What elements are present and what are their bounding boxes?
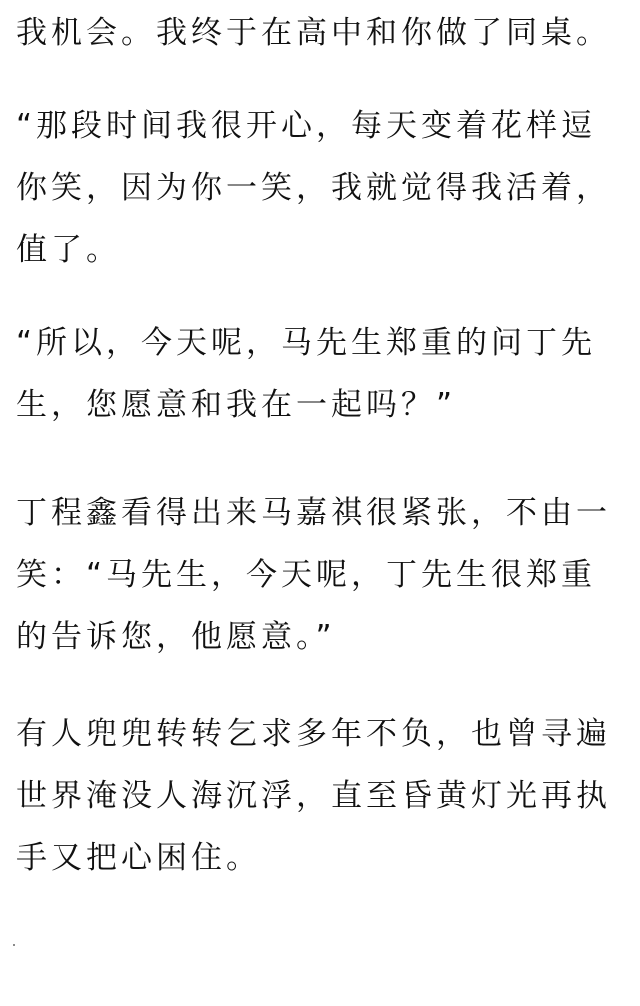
paragraph-line: 生，您愿意和我在一起吗？” xyxy=(16,387,457,423)
paragraph-line: 丁程鑫看得出来马嘉祺很紧张，不由一 xyxy=(16,495,611,531)
paragraph-line: 你笑，因为你一笑，我就觉得我活着， xyxy=(16,170,611,206)
paragraph-line: “所以，今天呢，马先生郑重的问丁先 xyxy=(16,325,597,361)
paragraph-4 xyxy=(16,482,624,668)
paragraph-3 xyxy=(16,312,624,436)
paragraph-line: “那段时间我很开心，每天变着花样逗 xyxy=(16,108,597,144)
paragraph-line: 笑：“马先生，今天呢，丁先生很郑重 xyxy=(16,557,597,593)
stray-dot-mark xyxy=(13,944,15,946)
paragraph-line: 值了。 xyxy=(16,232,121,268)
paragraph-5 xyxy=(16,703,624,889)
paragraph-2 xyxy=(16,95,624,281)
paragraph-line: 有人兜兜转转乞求多年不负，也曾寻遍 xyxy=(16,716,611,752)
paragraph-line: 我机会。我终于在高中和你做了同桌。 xyxy=(16,15,611,51)
paragraph-line: 的告诉您，他愿意。” xyxy=(16,619,336,655)
paragraph-1 xyxy=(16,2,624,64)
paragraph-line: 世界淹没人海沉浮，直至昏黄灯光再执 xyxy=(16,778,611,814)
paragraph-line: 手又把心困住。 xyxy=(16,840,261,876)
